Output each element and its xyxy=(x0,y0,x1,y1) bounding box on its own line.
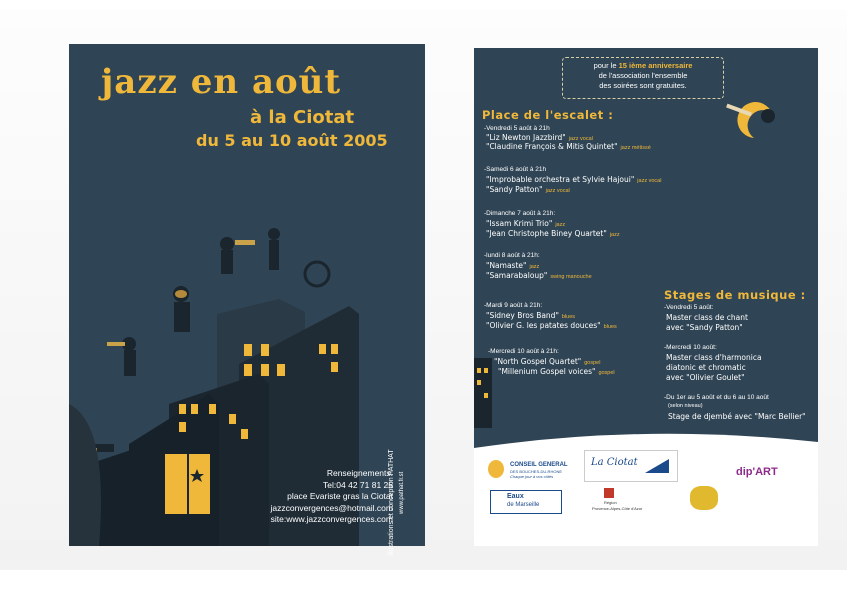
poster-subtitle: à la Ciotat xyxy=(250,107,355,128)
event-act: "Issam Krimi Trio" jazz xyxy=(486,219,566,228)
stage-note: (selon niveau) xyxy=(668,403,703,409)
event-day: -Samedi 6 août à 21h xyxy=(484,166,547,173)
credit-site: www.pathat.fr.st xyxy=(399,471,405,514)
event-day: -Mardi 9 août à 21h: xyxy=(484,302,543,309)
event-act: "Sidney Bros Band" blues xyxy=(486,311,576,320)
anniv-line2: de l'association l'ensemble xyxy=(598,71,688,80)
info-place: place Evariste gras la Ciotat xyxy=(287,491,393,501)
stage-line: diatonic et chromatic xyxy=(666,363,746,372)
event-act: "Claudine François & Mitis Quintet" jazz métissé xyxy=(486,142,651,151)
event-day: -Mercredi 10 août à 21h: xyxy=(488,348,559,355)
poster-title: jazz en août xyxy=(101,62,342,102)
event-act: "Millenium Gospel voices" gospel xyxy=(498,367,615,376)
stage-day: -Du 1er au 5 août et du 6 au 10 août xyxy=(664,394,769,401)
stage-line: Master class d'harmonica xyxy=(666,353,762,362)
poster-front xyxy=(69,44,425,556)
info-tel: Tel:04 42 71 81 25 xyxy=(323,479,393,490)
event-act: "Samarabaloup" swing manouche xyxy=(486,271,592,280)
stage-line: avec "Olivier Goulet" xyxy=(666,373,745,382)
stage-day: -Mercredi 10 août: xyxy=(664,344,717,351)
poster-dates: du 5 au 10 août 2005 xyxy=(196,131,388,150)
anniv-line1b: 15 ième anniversaire xyxy=(618,61,693,70)
event-act: "Sandy Patton" jazz vocal xyxy=(486,185,570,194)
eaux-marseille-logo: Eaux de Marseille xyxy=(490,490,562,514)
anniv-line1a: pour le xyxy=(593,61,617,70)
escalet-title: Place de l'escalet : xyxy=(482,108,614,122)
stages-title: Stages de musique : xyxy=(664,288,806,302)
anniv-line3: des soirées sont gratuites. xyxy=(599,81,687,90)
stage-line: avec "Sandy Patton" xyxy=(666,323,743,332)
info-email: jazzconvergences@hotmail.com xyxy=(270,502,393,513)
poster-back: pour le 15 ième anniversaire de l'association l'ensemble des soirées sont gratuites. Place de l'escalet : -Vendredi 5 août à 21h "Liz Newton Jazzbird" jazz vocal "Claudine François & Mitis Quintet" jazz métissé -Samedi 6 août à 21h "Improbable orchestra et Sylvie Hajoui" jazz vocal "Sandy Patton" jazz vocal -Dimanche 7 août à 21h: "Issam Krimi Trio" jazz "Jean Christophe Biney Quartet" jazz -lundi 8 août à 21h: "Namaste" jazz "Samarabaloup" swing manouche -Mardi 9 août à 21h: "Sidney Bros Band" blues "Olivier G. les patates douces" blues -Mercredi 10 août à 21h: "North Gospel Quartet" gospel "Millenium Gospel voices" gospel Stages de musique : -Vendredi 5 août: Master class de chant avec "Sandy Patton" -Mercredi 10 août: Master class d'harmonica diatonic et chromatic avec "Olivier Goulet" -Du 1er au 5 août et du 6 au 10 août (selon niveau) Stage de djembé avec "Marc Bellier" CONSEIL GENERAL DES BOUCHES-DU-RHONE Chaque jour à vos côtés La Ciotat Eaux de Marseille Région Provence-Alpes-Côte d'Azur dip'ART xyxy=(474,48,818,546)
info-site: site:www.jazzconvergences.com xyxy=(270,514,393,524)
stage-day: -Vendredi 5 août: xyxy=(664,304,714,311)
event-act: "Namaste" jazz xyxy=(486,261,540,270)
event-act: "Improbable orchestra et Sylvie Hajoui" jazz vocal xyxy=(486,175,662,184)
stage-line: Master class de chant xyxy=(666,313,748,322)
houses-illustration xyxy=(474,348,494,428)
contact-info xyxy=(271,468,394,526)
stage-line: Stage de djembé avec "Marc Bellier" xyxy=(668,412,806,421)
event-act: "Jean Christophe Biney Quartet" jazz xyxy=(486,229,620,238)
anniversary-box xyxy=(562,57,724,99)
sponsors-area xyxy=(474,428,818,546)
info-heading: Renseignements: xyxy=(326,468,393,478)
dipart-logo: dip'ART xyxy=(736,466,778,478)
event-day: -lundi 8 août à 21h: xyxy=(484,252,540,259)
event-act: "North Gospel Quartet" gospel xyxy=(494,357,601,366)
la-ciotat-logo: La Ciotat xyxy=(584,450,678,482)
event-day: -Dimanche 7 août à 21h: xyxy=(484,210,556,217)
event-day: -Vendredi 5 août à 21h xyxy=(484,125,550,132)
credit-text: illustrations et conception PATHAT xyxy=(388,449,395,556)
moon-trumpet-icon xyxy=(724,98,784,143)
festival-emblem-logo xyxy=(686,478,722,514)
event-act: "Liz Newton Jazzbird" jazz vocal xyxy=(486,133,593,142)
event-act: "Olivier G. les patates douces" blues xyxy=(486,321,617,330)
